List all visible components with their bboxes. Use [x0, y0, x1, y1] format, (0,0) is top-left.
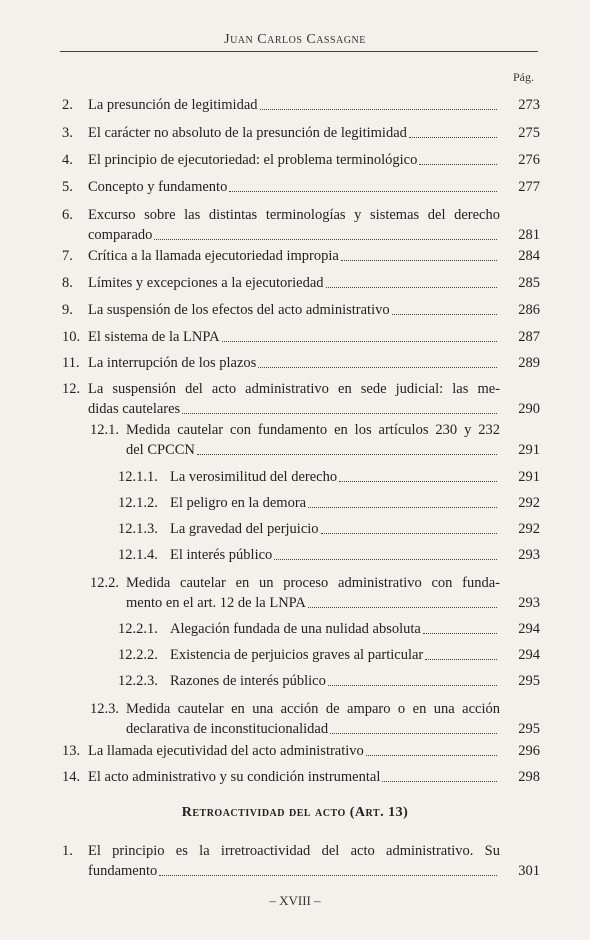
toc-entry — [62, 177, 540, 197]
entry-title: Límites y excepciones a la ejecutoriedad — [88, 275, 324, 291]
entry-number: 12.1. — [90, 422, 119, 438]
entry-page: 286 — [518, 302, 540, 318]
entry-title: Razones de interés público — [170, 673, 326, 689]
toc-entry — [118, 545, 540, 565]
entry-title: El principio de ejecutoriedad: el problema terminológico — [88, 152, 418, 168]
toc-entry — [62, 741, 540, 761]
entry-title-line1: Excurso sobre las distintas terminologías y sistemas del derecho — [88, 207, 500, 223]
running-header: Juan Carlos Cassagne — [224, 32, 366, 47]
toc-entry — [118, 467, 540, 487]
toc-entry — [62, 246, 540, 266]
entry-number: 12.1.2. — [118, 495, 158, 511]
entry-title-line2: declarativa de inconstitucionalidad — [126, 721, 329, 737]
entry-title: Existencia de perjuicios graves al particular — [170, 647, 424, 663]
entry-title: La presunción de legitimidad — [88, 97, 258, 113]
toc-entry — [62, 300, 540, 320]
entry-page: 273 — [518, 97, 540, 113]
entry-title-line1: Medida cautelar en un proceso administrativo con funda- — [126, 575, 500, 591]
toc-entry — [118, 493, 540, 513]
toc-entry — [90, 699, 540, 739]
entry-page: 295 — [518, 721, 540, 737]
toc-entry — [118, 619, 540, 639]
toc-entry — [118, 671, 540, 691]
entry-number: 12.1.1. — [118, 469, 158, 485]
entry-title: La verosimilitud del derecho — [170, 469, 338, 485]
entry-number: 3. — [62, 125, 73, 141]
toc-entry — [118, 645, 540, 665]
toc-entry — [62, 327, 540, 347]
entry-title: El interés público — [170, 547, 273, 563]
entry-page: 276 — [518, 152, 540, 168]
entry-title: Concepto y fundamento — [88, 179, 228, 195]
toc-entry — [62, 205, 540, 245]
entry-number: 12.2.3. — [118, 673, 158, 689]
entry-title: Alegación fundada de una nulidad absoluta — [170, 621, 421, 637]
entry-number: 6. — [62, 207, 73, 223]
entry-page: 281 — [518, 227, 540, 243]
toc-entry — [62, 123, 540, 143]
entry-number: 14. — [62, 769, 81, 785]
entry-page: 291 — [518, 469, 540, 485]
toc-entry — [62, 353, 540, 373]
entry-title-line2: fundamento — [88, 863, 158, 879]
toc-entry — [62, 379, 540, 419]
entry-title: La suspensión de los efectos del acto administrativo — [88, 302, 390, 318]
toc-entry — [62, 841, 540, 881]
entry-title-line1: La suspensión del acto administrativo en sede judicial: las me- — [88, 381, 500, 397]
entry-page: 292 — [518, 521, 540, 537]
entry-title: Crítica a la llamada ejecutoriedad impropia — [88, 248, 339, 264]
entry-number: 12.2.1. — [118, 621, 158, 637]
entry-page: 290 — [518, 401, 540, 417]
entry-title: El peligro en la demora — [170, 495, 307, 511]
entry-page: 294 — [518, 647, 540, 663]
toc-entry — [62, 767, 540, 787]
entry-page: 296 — [518, 743, 540, 759]
toc-entry — [90, 573, 540, 613]
entry-page: 289 — [518, 355, 540, 371]
entry-number: 4. — [62, 152, 73, 168]
entry-page: 287 — [518, 329, 540, 345]
entry-page: 298 — [518, 769, 540, 785]
entry-number: 12.3. — [90, 701, 119, 717]
toc-entry — [62, 273, 540, 293]
entry-title: El sistema de la LNPA — [88, 329, 220, 345]
toc-entry — [90, 420, 540, 460]
entry-title: La interrupción de los plazos — [88, 355, 257, 371]
entry-page: 295 — [518, 673, 540, 689]
entry-title-line1: Medida cautelar en una acción de amparo o en una acción — [126, 701, 500, 717]
entry-page: 293 — [518, 547, 540, 563]
page-number: – XVIII – — [269, 893, 321, 908]
entry-title: La gravedad del perjuicio — [170, 521, 319, 537]
entry-number: 12.2.2. — [118, 647, 158, 663]
entry-page: 275 — [518, 125, 540, 141]
toc-entry — [118, 519, 540, 539]
entry-title: El carácter no absoluto de la presunción de legitimidad — [88, 125, 407, 141]
entry-title: El acto administrativo y su condición instrumental — [88, 769, 381, 785]
toc-entry — [62, 150, 540, 170]
section-title: Retroactividad del acto (Art. 13) — [181, 805, 409, 820]
entry-number: 13. — [62, 743, 81, 759]
entry-page: 277 — [518, 179, 540, 195]
entry-page: 292 — [518, 495, 540, 511]
entry-title-line1: Medida cautelar con fundamento en los artículos 230 y 232 — [126, 422, 500, 438]
entry-number: 12. — [62, 381, 81, 397]
header-rule — [60, 51, 538, 52]
entry-title: La llamada ejecutividad del acto administrativo — [88, 743, 364, 759]
entry-page: 284 — [518, 248, 540, 264]
entry-title-line2: comparado — [88, 227, 153, 243]
page-column-label: Pág. — [513, 70, 534, 84]
entry-number: 9. — [62, 302, 73, 318]
entry-page: 294 — [518, 621, 540, 637]
entry-number: 5. — [62, 179, 73, 195]
entry-page: 291 — [518, 442, 540, 458]
entry-number: 8. — [62, 275, 73, 291]
entry-number: 11. — [62, 355, 80, 371]
entry-number: 7. — [62, 248, 73, 264]
toc-entry — [62, 95, 540, 115]
entry-number: 10. — [62, 329, 81, 345]
entry-title-line2: didas cautelares — [88, 401, 181, 417]
entry-number: 1. — [62, 843, 73, 859]
entry-title-line2: mento en el art. 12 de la LNPA — [126, 595, 306, 611]
entry-number: 12.1.4. — [118, 547, 158, 563]
entry-page: 301 — [518, 863, 540, 879]
entry-number: 12.2. — [90, 575, 119, 591]
entry-title-line1: El principio es la irretroactividad del acto administrativo. Su — [88, 843, 500, 859]
entry-title-line2: del CPCCN — [126, 442, 195, 458]
entry-number: 2. — [62, 97, 73, 113]
entry-number: 12.1.3. — [118, 521, 158, 537]
entry-page: 285 — [518, 275, 540, 291]
entry-page: 293 — [518, 595, 540, 611]
